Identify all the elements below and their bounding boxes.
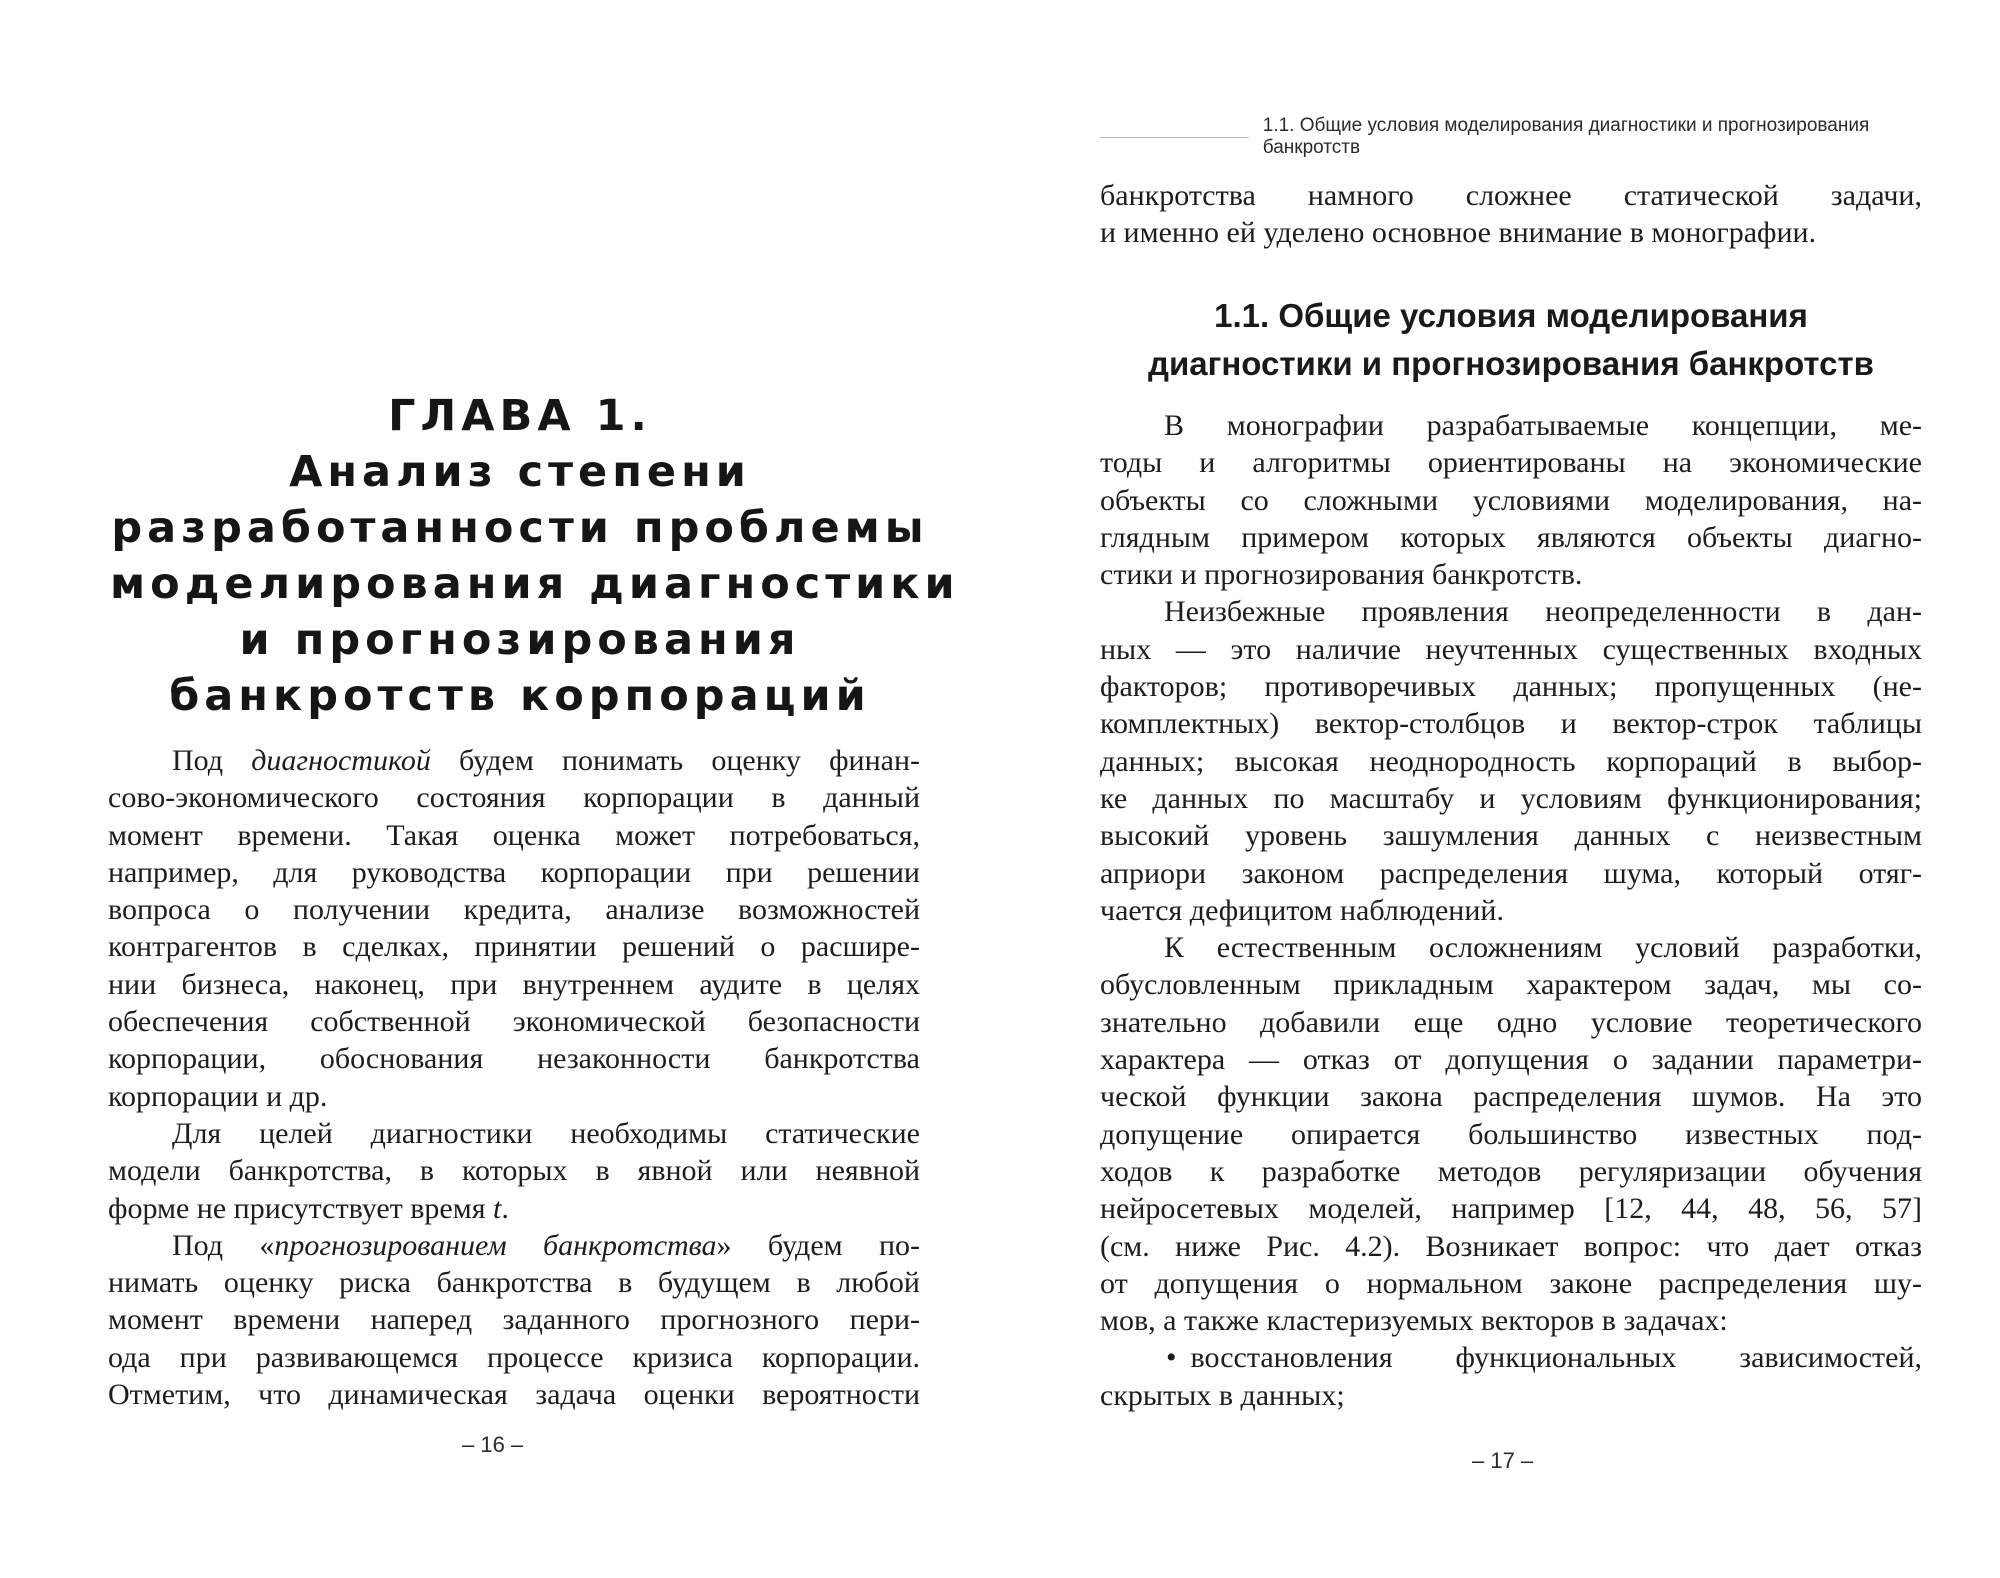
text-line: тоды и алгоритмы ориентированы на экономические (1100, 446, 1922, 480)
text-line: и именно ей уделено основное внимание в монографии. (1100, 216, 1817, 250)
text-line: Отметим, что динамическая задача оценки вероятности (108, 1378, 920, 1412)
section-heading-line: диагностики и прогнозирования банкротств (1148, 345, 1874, 382)
text-line: ческой функции закона распределения шумов. На это (1100, 1080, 1922, 1114)
text-line: Под диагностикой будем понимать оценку финан- (172, 744, 920, 777)
text-line: вопроса о получении кредита, анализе возможностей (108, 893, 920, 927)
text-line: В монографии разрабатываемые концепции, ме- (1164, 409, 1922, 442)
text-line: факторов; противоречивых данных; пропущенных (не- (1100, 670, 1922, 704)
chapter-heading-line: ГЛАВА 1. (388, 391, 652, 441)
text-line: Неизбежные проявления неопределенности в дан- (1164, 595, 1922, 629)
text-line: момент времени наперед заданного прогнозного пери- (108, 1303, 920, 1337)
chapter-heading-line: разработанности проблемы (111, 503, 929, 553)
right-page-body (1100, 407, 1922, 1414)
bullet-icon: • (1166, 1341, 1177, 1375)
text-line: знательно добавили еще одно условие теоретического (1100, 1005, 1922, 1039)
text-line: нимать оценку риска банкротства в будущем в любой (108, 1266, 920, 1300)
chapter-heading-line: Анализ степени (289, 447, 751, 497)
text-line: банкротства намного сложнее статической задачи, (1100, 179, 1922, 212)
emphasized-term: диагностикой (251, 744, 431, 777)
chapter-heading-line: и прогнозирования (239, 615, 801, 665)
page-number: – 17 – (1472, 1448, 1534, 1473)
text-line: объекты со сложными условиями моделирования, на- (1100, 483, 1922, 517)
left-page-body (108, 742, 920, 1413)
text-line: глядным примером которых являются объекты диагно- (1100, 520, 1922, 554)
text-line: стики и прогнозирования банкротств. (1100, 558, 1583, 592)
continued-paragraph (1100, 177, 1922, 252)
text-line: нейросетевых моделей, например [12, 44, 48, 56, 57] (1100, 1192, 1922, 1226)
text-line: корпорации, обоснования незаконности банкротства (108, 1042, 920, 1076)
chapter-heading (110, 388, 960, 724)
text-line: корпорации и др. (108, 1079, 328, 1113)
text-line: комплектных) вектор-столбцов и вектор-строк таблицы (1100, 707, 1922, 741)
text-line: обусловленным прикладным характером задач, мы со- (1100, 968, 1922, 1002)
text-line: форме не присутствует время t. (108, 1191, 509, 1225)
text-line: ходов к разработке методов регуляризации обучения (1100, 1154, 1922, 1188)
text-line: чается дефицитом наблюдений. (1100, 893, 1504, 927)
text-line: априори законом распределения шума, который отяг- (1100, 856, 1922, 890)
text-line: сово-экономического состояния корпорации в данный (108, 781, 920, 815)
text-line: модели банкротства, в которых в явной или неявной (108, 1154, 920, 1188)
section-heading-line: 1.1. Общие условия моделирования (1214, 297, 1808, 334)
list-item: • восстановления функциональных зависимостей, (1100, 1339, 1922, 1376)
text-line: данных; высокая неоднородность корпораций в выбор- (1100, 744, 1922, 778)
text-line: от допущения о нормальном законе распределения шу- (1100, 1266, 1922, 1300)
text-line: момент времени. Такая оценка может потребоваться, (108, 818, 920, 852)
right-page (1000, 0, 2000, 1578)
chapter-heading-line: банкротств корпораций (169, 671, 871, 721)
text-line: К естественным осложнениям условий разработки, (1164, 931, 1922, 965)
text-line: ода при развивающемся процессе кризиса корпорации. (108, 1340, 920, 1374)
text-line: характера — отказ от допущения о задании параметри- (1100, 1043, 1922, 1077)
text-line: (см. ниже Рис. 4.2). Возникает вопрос: что дает отказ (1100, 1229, 1922, 1263)
text-line: контрагентов в сделках, принятии решений о расшире- (108, 930, 920, 964)
text-line: обеспечения собственной экономической безопасности (108, 1005, 920, 1039)
text-line: Под «прогнозированием банкротства» будем по- (172, 1228, 920, 1262)
math-variable: t (493, 1191, 502, 1225)
text-line: нии бизнеса, наконец, при внутреннем аудите в целях (108, 967, 920, 1001)
text-line: мов, а также кластеризуемых векторов в задачах: (1100, 1304, 1728, 1338)
text-line: ке данных по масштабу и условиям функционирования; (1100, 781, 1922, 815)
text-line: высокий уровень зашумления данных с неизвестным (1100, 819, 1922, 853)
text-line: ных — это наличие неучтенных существенных входных (1100, 632, 1922, 666)
text-line: Для целей диагностики необходимы статические (172, 1116, 920, 1150)
text-line: скрытых в данных; (1100, 1378, 1345, 1412)
page-number: – 16 – (462, 1432, 524, 1457)
running-header-text: 1.1. Общие условия моделирования диагностики и прогнозирования банкротств (1262, 115, 1870, 158)
text-line: например, для руководства корпорации при решении (108, 855, 920, 889)
emphasized-term: прогнозированием банкротства (274, 1228, 717, 1262)
chapter-heading-line: моделирования диагностики (110, 559, 960, 609)
text-line: допущение опирается большинство известных под- (1100, 1117, 1922, 1151)
section-heading (1100, 292, 1922, 388)
header-rule (1100, 137, 1249, 138)
running-header (1100, 115, 1922, 158)
